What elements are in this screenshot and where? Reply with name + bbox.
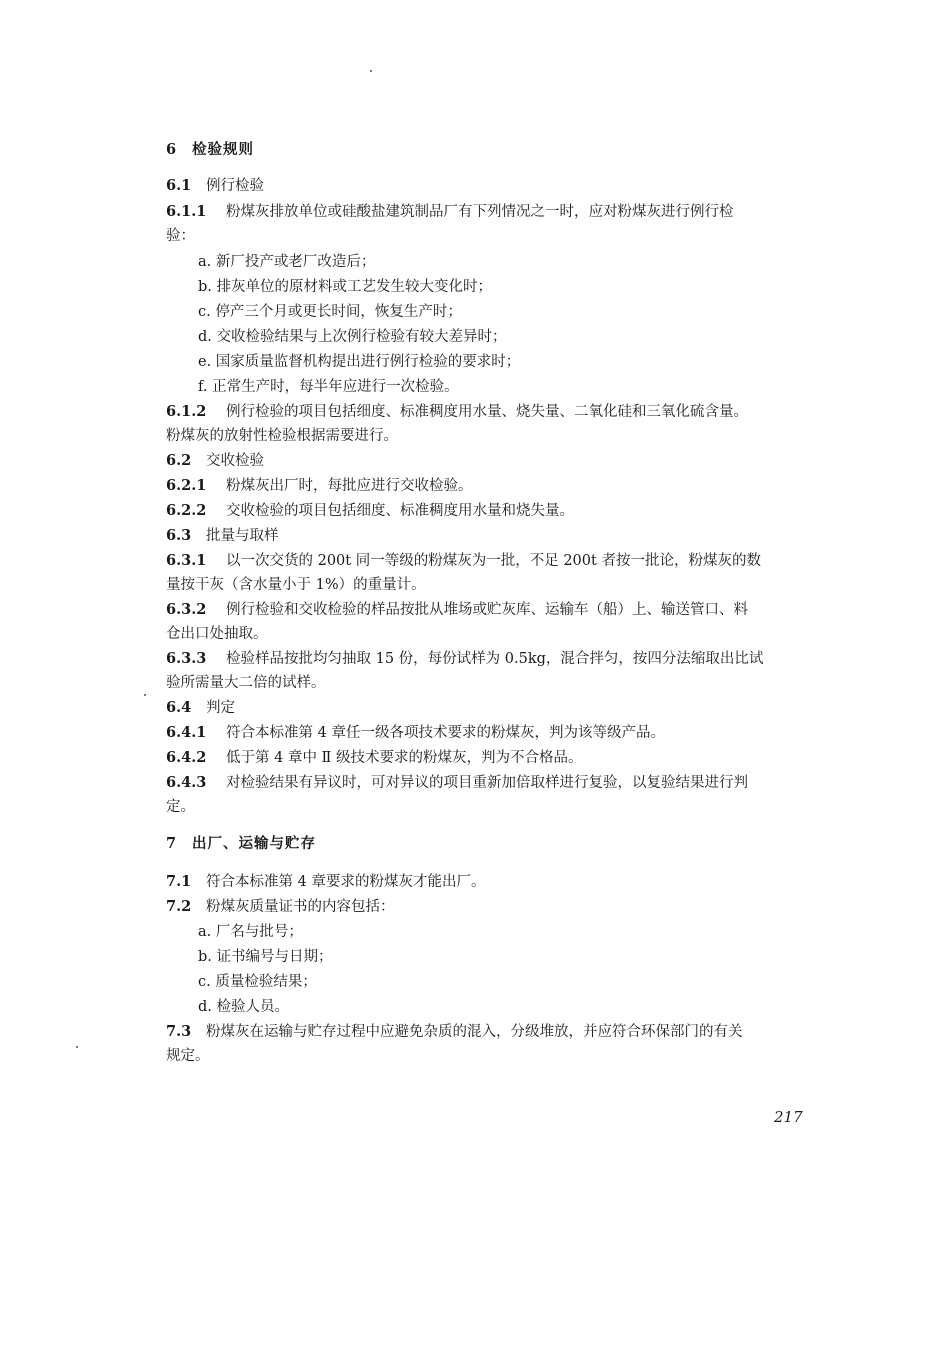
clause-6-3-1-cont	[166, 575, 426, 595]
list-item: a. 厂名与批号；	[198, 924, 303, 940]
clause-text: 量按干灰（含水量小于 1%）的重量计。	[166, 577, 426, 593]
section-title: 检验规则	[192, 141, 254, 158]
clause-title: 例行检验	[206, 178, 264, 194]
clause-text: 例行检验的项目包括细度、标准稠度用水量、烧失量、二氧化硅和三氧化硫含量。	[226, 404, 748, 420]
clause-6-4-3-cont	[166, 797, 195, 817]
clause-number: 7.3	[166, 1023, 192, 1040]
list-item: c. 停产三个月或更长时间，恢复生产时；	[198, 304, 462, 320]
clause-number: 6.2.1	[166, 477, 207, 494]
clause-6-3-2-cont	[166, 624, 268, 644]
list-item: b. 证书编号与日期；	[198, 949, 333, 965]
clause-number: 6.2	[166, 452, 192, 469]
clause-6-1-1-cont	[166, 226, 195, 246]
section-7-heading	[166, 834, 316, 854]
clause-6-3-2	[166, 600, 748, 620]
clause-6-2-2	[166, 501, 574, 521]
clause-6-3-1	[166, 551, 761, 571]
clause-number: 6.4.2	[166, 749, 207, 766]
clause-number: 6.3.3	[166, 650, 207, 667]
clause-text: 以一次交货的 200t 同一等级的粉煤灰为一批，不足 200t 者按一批论，粉煤灰的数	[226, 553, 761, 569]
clause-number: 6.4.1	[166, 724, 207, 741]
clause-text: 验：	[166, 228, 195, 244]
list-item: d. 交收检验结果与上次例行检验有较大差异时；	[198, 329, 507, 345]
clause-number: 6.3	[166, 527, 192, 544]
clause-number: 7.1	[166, 873, 192, 890]
clause-6-3-3	[166, 649, 763, 669]
clause-number: 6.4	[166, 699, 192, 716]
clause-6-1-2-cont	[166, 426, 398, 446]
clause-text: 定。	[166, 799, 195, 815]
clause-6-4-1	[166, 723, 665, 743]
clause-title: 判定	[206, 700, 235, 716]
clause-text: 验所需量大二倍的试样。	[166, 675, 326, 691]
clause-title: 批量与取样	[206, 528, 279, 544]
clause-number: 6.3.1	[166, 552, 207, 569]
clause-6-1-1	[166, 202, 734, 222]
clause-6-4-2	[166, 748, 583, 768]
clause-number: 6.1	[166, 177, 192, 194]
scan-speck	[144, 694, 146, 696]
clause-text: 交收检验的项目包括细度、标准稠度用水量和烧失量。	[226, 503, 574, 519]
clause-text: 规定。	[166, 1048, 210, 1064]
clause-text: 仓出口处抽取。	[166, 626, 268, 642]
clause-text: 例行检验和交收检验的样品按批从堆场或贮灰库、运输车（船）上、输送管口、料	[226, 602, 748, 618]
clause-title: 交收检验	[206, 453, 264, 469]
list-item: c. 质量检验结果；	[198, 974, 317, 990]
list-item: a. 新厂投产或老厂改造后；	[198, 254, 376, 270]
section-6-heading	[166, 140, 254, 160]
clause-6-1-2	[166, 402, 748, 422]
clause-number: 7.2	[166, 898, 192, 915]
scan-speck	[76, 1046, 78, 1048]
heading-6-4	[166, 698, 235, 718]
clause-6-3-3-cont	[166, 673, 326, 693]
page-number: 217	[774, 1108, 803, 1126]
clause-7-3-cont	[166, 1046, 210, 1066]
clause-6-4-3	[166, 773, 748, 793]
clause-number: 6.1.2	[166, 403, 207, 420]
list-item: d. 检验人员。	[198, 999, 289, 1015]
clause-text: 符合本标准第 4 章任一级各项技术要求的粉煤灰，判为该等级产品。	[226, 725, 665, 741]
section-number: 6	[166, 141, 178, 158]
list-item: f. 正常生产时，每半年应进行一次检验。	[198, 379, 459, 395]
heading-6-2	[166, 451, 264, 471]
clause-text: 对检验结果有异议时，可对异议的项目重新加倍取样进行复验，以复验结果进行判	[226, 775, 748, 791]
clause-number: 6.1.1	[166, 203, 207, 220]
clause-text: 符合本标准第 4 章要求的粉煤灰才能出厂。	[206, 874, 486, 890]
clause-text: 粉煤灰出厂时，每批应进行交收检验。	[226, 478, 473, 494]
clause-7-3	[166, 1022, 743, 1042]
scan-speck	[370, 70, 372, 72]
clause-text: 检验样品按批均匀抽取 15 份，每份试样为 0.5kg，混合拌匀，按四分法缩取出比试	[226, 651, 764, 667]
clause-6-2-1	[166, 476, 473, 496]
heading-6-3	[166, 526, 279, 546]
clause-7-2	[166, 897, 395, 917]
clause-number: 6.2.2	[166, 502, 207, 519]
clause-number: 6.4.3	[166, 774, 207, 791]
clause-number: 6.3.2	[166, 601, 207, 618]
clause-7-1	[166, 872, 485, 892]
section-title: 出厂、运输与贮存	[192, 835, 316, 852]
clause-text: 低于第 4 章中 Ⅱ 级技术要求的粉煤灰，判为不合格品。	[226, 750, 583, 766]
clause-text: 粉煤灰排放单位或硅酸盐建筑制品厂有下列情况之一时，应对粉煤灰进行例行检	[226, 204, 734, 220]
clause-text: 粉煤灰在运输与贮存过程中应避免杂质的混入，分级堆放，并应符合环保部门的有关	[206, 1024, 743, 1040]
heading-6-1	[166, 176, 264, 196]
clause-text: 粉煤灰质量证书的内容包括：	[206, 899, 395, 915]
list-item: e. 国家质量监督机构提出进行例行检验的要求时；	[198, 354, 521, 370]
clause-text: 粉煤灰的放射性检验根据需要进行。	[166, 428, 398, 444]
list-item: b. 排灰单位的原材料或工艺发生较大变化时；	[198, 279, 492, 295]
section-number: 7	[166, 835, 178, 852]
